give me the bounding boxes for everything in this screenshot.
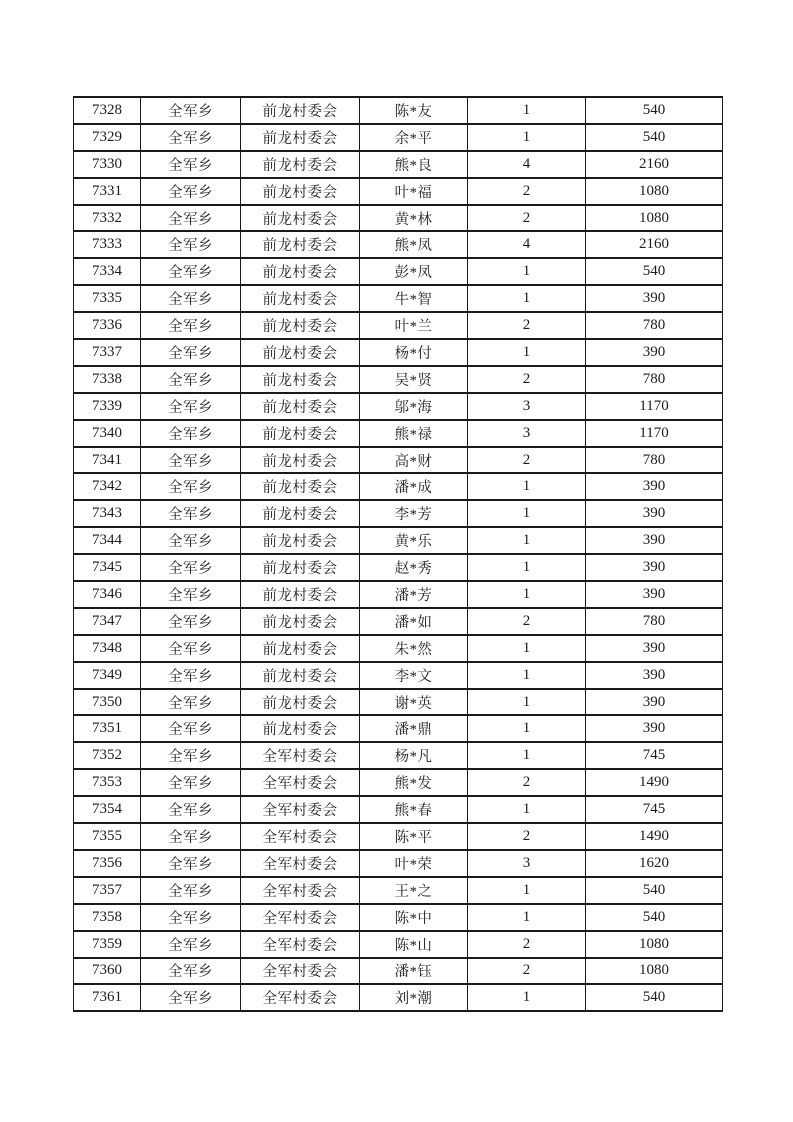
cell-count: 2: [468, 769, 586, 796]
cell-amount: 1080: [586, 205, 723, 232]
cell-amount: 390: [586, 689, 723, 716]
cell-count: 2: [468, 823, 586, 850]
cell-amount: 390: [586, 527, 723, 554]
cell-count: 1: [468, 796, 586, 823]
cell-amount: 390: [586, 473, 723, 500]
cell-id: 7341: [74, 447, 141, 474]
cell-village: 前龙村委会: [241, 366, 360, 393]
cell-township: 全军乡: [141, 984, 241, 1011]
cell-village: 全军村委会: [241, 823, 360, 850]
cell-count: 1: [468, 689, 586, 716]
cell-amount: 390: [586, 635, 723, 662]
cell-township: 全军乡: [141, 689, 241, 716]
cell-village: 前龙村委会: [241, 258, 360, 285]
cell-amount: 390: [586, 581, 723, 608]
cell-count: 1: [468, 500, 586, 527]
cell-name: 黄*林: [360, 205, 468, 232]
table-row: [74, 473, 723, 500]
cell-amount: 540: [586, 877, 723, 904]
cell-village: 前龙村委会: [241, 124, 360, 151]
cell-township: 全军乡: [141, 312, 241, 339]
cell-amount: 540: [586, 124, 723, 151]
cell-township: 全军乡: [141, 931, 241, 958]
cell-township: 全军乡: [141, 151, 241, 178]
table-row: [74, 178, 723, 205]
cell-village: 全军村委会: [241, 958, 360, 985]
cell-id: 7355: [74, 823, 141, 850]
cell-township: 全军乡: [141, 393, 241, 420]
cell-amount: 1490: [586, 823, 723, 850]
cell-id: 7338: [74, 366, 141, 393]
table-row: [74, 285, 723, 312]
table-row: [74, 205, 723, 232]
cell-village: 前龙村委会: [241, 689, 360, 716]
table-row: [74, 608, 723, 635]
cell-count: 2: [468, 178, 586, 205]
cell-name: 叶*荣: [360, 850, 468, 877]
cell-name: 高*财: [360, 447, 468, 474]
cell-count: 1: [468, 581, 586, 608]
cell-id: 7360: [74, 958, 141, 985]
cell-township: 全军乡: [141, 823, 241, 850]
cell-township: 全军乡: [141, 850, 241, 877]
table-row: [74, 258, 723, 285]
cell-amount: 1080: [586, 931, 723, 958]
table-row: [74, 500, 723, 527]
cell-township: 全军乡: [141, 904, 241, 931]
cell-id: 7358: [74, 904, 141, 931]
table-row: [74, 339, 723, 366]
cell-count: 1: [468, 662, 586, 689]
cell-village: 前龙村委会: [241, 500, 360, 527]
table-row: [74, 904, 723, 931]
cell-amount: 390: [586, 662, 723, 689]
cell-village: 前龙村委会: [241, 608, 360, 635]
cell-id: 7330: [74, 151, 141, 178]
table-row: [74, 796, 723, 823]
table-row: [74, 420, 723, 447]
cell-name: 牛*智: [360, 285, 468, 312]
cell-township: 全军乡: [141, 796, 241, 823]
cell-amount: 540: [586, 97, 723, 124]
cell-id: 7335: [74, 285, 141, 312]
cell-count: 1: [468, 904, 586, 931]
table-row: [74, 850, 723, 877]
cell-amount: 540: [586, 258, 723, 285]
cell-count: 4: [468, 231, 586, 258]
cell-name: 潘*钰: [360, 958, 468, 985]
cell-township: 全军乡: [141, 473, 241, 500]
cell-amount: 780: [586, 608, 723, 635]
cell-name: 熊*春: [360, 796, 468, 823]
cell-village: 全军村委会: [241, 984, 360, 1011]
cell-township: 全军乡: [141, 205, 241, 232]
cell-name: 李*芳: [360, 500, 468, 527]
cell-amount: 745: [586, 742, 723, 769]
table-row: [74, 877, 723, 904]
cell-count: 2: [468, 366, 586, 393]
cell-village: 前龙村委会: [241, 581, 360, 608]
cell-name: 谢*英: [360, 689, 468, 716]
cell-village: 前龙村委会: [241, 97, 360, 124]
cell-township: 全军乡: [141, 124, 241, 151]
cell-id: 7351: [74, 715, 141, 742]
cell-amount: 390: [586, 339, 723, 366]
table-row: [74, 231, 723, 258]
cell-township: 全军乡: [141, 420, 241, 447]
cell-count: 2: [468, 958, 586, 985]
table-row: [74, 97, 723, 124]
cell-id: 7353: [74, 769, 141, 796]
cell-count: 1: [468, 339, 586, 366]
cell-name: 邬*海: [360, 393, 468, 420]
cell-name: 潘*鼎: [360, 715, 468, 742]
table-row: [74, 447, 723, 474]
cell-amount: 2160: [586, 231, 723, 258]
cell-id: 7336: [74, 312, 141, 339]
table-row: [74, 554, 723, 581]
table-row: [74, 581, 723, 608]
table-row: [74, 931, 723, 958]
cell-township: 全军乡: [141, 635, 241, 662]
cell-count: 2: [468, 931, 586, 958]
cell-count: 3: [468, 850, 586, 877]
table-row: [74, 984, 723, 1011]
cell-count: 3: [468, 420, 586, 447]
cell-name: 潘*如: [360, 608, 468, 635]
cell-township: 全军乡: [141, 447, 241, 474]
cell-id: 7334: [74, 258, 141, 285]
cell-id: 7346: [74, 581, 141, 608]
cell-id: 7340: [74, 420, 141, 447]
cell-name: 李*文: [360, 662, 468, 689]
cell-amount: 1080: [586, 178, 723, 205]
table-row: [74, 312, 723, 339]
cell-id: 7333: [74, 231, 141, 258]
cell-township: 全军乡: [141, 231, 241, 258]
cell-township: 全军乡: [141, 958, 241, 985]
cell-id: 7332: [74, 205, 141, 232]
cell-count: 1: [468, 715, 586, 742]
cell-township: 全军乡: [141, 285, 241, 312]
cell-name: 杨*付: [360, 339, 468, 366]
cell-amount: 780: [586, 312, 723, 339]
cell-village: 前龙村委会: [241, 635, 360, 662]
cell-amount: 1170: [586, 420, 723, 447]
cell-village: 全军村委会: [241, 769, 360, 796]
cell-amount: 2160: [586, 151, 723, 178]
table-row: [74, 662, 723, 689]
cell-name: 余*平: [360, 124, 468, 151]
cell-count: 1: [468, 124, 586, 151]
cell-name: 吴*贤: [360, 366, 468, 393]
cell-township: 全军乡: [141, 554, 241, 581]
cell-name: 黄*乐: [360, 527, 468, 554]
cell-village: 全军村委会: [241, 742, 360, 769]
cell-amount: 1170: [586, 393, 723, 420]
cell-name: 潘*芳: [360, 581, 468, 608]
cell-village: 前龙村委会: [241, 715, 360, 742]
cell-village: 前龙村委会: [241, 151, 360, 178]
cell-name: 杨*凡: [360, 742, 468, 769]
cell-village: 前龙村委会: [241, 178, 360, 205]
cell-id: 7347: [74, 608, 141, 635]
cell-amount: 540: [586, 984, 723, 1011]
cell-township: 全军乡: [141, 581, 241, 608]
cell-name: 赵*秀: [360, 554, 468, 581]
cell-village: 全军村委会: [241, 796, 360, 823]
table-row: [74, 635, 723, 662]
cell-township: 全军乡: [141, 608, 241, 635]
cell-id: 7345: [74, 554, 141, 581]
table-row: [74, 823, 723, 850]
cell-id: 7328: [74, 97, 141, 124]
cell-count: 1: [468, 527, 586, 554]
table-row: [74, 742, 723, 769]
cell-township: 全军乡: [141, 877, 241, 904]
table-row: [74, 715, 723, 742]
cell-amount: 1490: [586, 769, 723, 796]
cell-village: 前龙村委会: [241, 662, 360, 689]
cell-id: 7342: [74, 473, 141, 500]
cell-township: 全军乡: [141, 715, 241, 742]
cell-name: 熊*发: [360, 769, 468, 796]
cell-id: 7354: [74, 796, 141, 823]
cell-name: 陈*友: [360, 97, 468, 124]
cell-name: 叶*兰: [360, 312, 468, 339]
cell-township: 全军乡: [141, 339, 241, 366]
cell-count: 2: [468, 205, 586, 232]
cell-id: 7329: [74, 124, 141, 151]
cell-count: 4: [468, 151, 586, 178]
cell-amount: 390: [586, 554, 723, 581]
cell-name: 朱*然: [360, 635, 468, 662]
cell-name: 潘*成: [360, 473, 468, 500]
cell-id: 7348: [74, 635, 141, 662]
table-row: [74, 958, 723, 985]
cell-count: 1: [468, 554, 586, 581]
cell-id: 7337: [74, 339, 141, 366]
cell-village: 前龙村委会: [241, 205, 360, 232]
cell-village: 前龙村委会: [241, 420, 360, 447]
cell-id: 7352: [74, 742, 141, 769]
cell-amount: 390: [586, 500, 723, 527]
cell-village: 前龙村委会: [241, 473, 360, 500]
cell-count: 1: [468, 877, 586, 904]
cell-village: 前龙村委会: [241, 554, 360, 581]
cell-township: 全军乡: [141, 527, 241, 554]
cell-count: 2: [468, 312, 586, 339]
cell-count: 1: [468, 635, 586, 662]
cell-amount: 780: [586, 447, 723, 474]
cell-name: 彭*凤: [360, 258, 468, 285]
cell-id: 7350: [74, 689, 141, 716]
cell-township: 全军乡: [141, 662, 241, 689]
cell-village: 前龙村委会: [241, 339, 360, 366]
cell-township: 全军乡: [141, 178, 241, 205]
cell-name: 熊*禄: [360, 420, 468, 447]
cell-village: 前龙村委会: [241, 393, 360, 420]
cell-name: 陈*平: [360, 823, 468, 850]
cell-township: 全军乡: [141, 500, 241, 527]
table-row: [74, 151, 723, 178]
cell-name: 熊*凤: [360, 231, 468, 258]
cell-id: 7331: [74, 178, 141, 205]
cell-township: 全军乡: [141, 769, 241, 796]
cell-count: 1: [468, 258, 586, 285]
cell-name: 叶*福: [360, 178, 468, 205]
table-row: [74, 527, 723, 554]
cell-village: 全军村委会: [241, 931, 360, 958]
cell-township: 全军乡: [141, 97, 241, 124]
cell-count: 1: [468, 97, 586, 124]
cell-name: 刘*潮: [360, 984, 468, 1011]
cell-village: 全军村委会: [241, 904, 360, 931]
cell-village: 前龙村委会: [241, 447, 360, 474]
table-row: [74, 366, 723, 393]
cell-id: 7344: [74, 527, 141, 554]
table-row: [74, 124, 723, 151]
cell-count: 1: [468, 742, 586, 769]
cell-id: 7357: [74, 877, 141, 904]
cell-count: 1: [468, 285, 586, 312]
table-body: [74, 97, 723, 1011]
table-row: [74, 689, 723, 716]
cell-village: 全军村委会: [241, 850, 360, 877]
cell-township: 全军乡: [141, 366, 241, 393]
cell-count: 2: [468, 608, 586, 635]
cell-amount: 390: [586, 285, 723, 312]
cell-amount: 780: [586, 366, 723, 393]
cell-village: 前龙村委会: [241, 285, 360, 312]
cell-count: 2: [468, 447, 586, 474]
cell-amount: 1080: [586, 958, 723, 985]
cell-township: 全军乡: [141, 742, 241, 769]
cell-id: 7343: [74, 500, 141, 527]
cell-amount: 390: [586, 715, 723, 742]
cell-id: 7356: [74, 850, 141, 877]
cell-name: 陈*中: [360, 904, 468, 931]
cell-village: 前龙村委会: [241, 312, 360, 339]
cell-village: 全军村委会: [241, 877, 360, 904]
beneficiary-table: [73, 96, 723, 1012]
cell-name: 陈*山: [360, 931, 468, 958]
cell-amount: 1620: [586, 850, 723, 877]
cell-name: 熊*良: [360, 151, 468, 178]
cell-name: 王*之: [360, 877, 468, 904]
cell-id: 7349: [74, 662, 141, 689]
table-row: [74, 393, 723, 420]
cell-count: 1: [468, 473, 586, 500]
table-row: [74, 769, 723, 796]
cell-amount: 745: [586, 796, 723, 823]
cell-township: 全军乡: [141, 258, 241, 285]
cell-count: 1: [468, 984, 586, 1011]
cell-amount: 540: [586, 904, 723, 931]
cell-id: 7339: [74, 393, 141, 420]
cell-id: 7361: [74, 984, 141, 1011]
cell-village: 前龙村委会: [241, 231, 360, 258]
cell-id: 7359: [74, 931, 141, 958]
cell-village: 前龙村委会: [241, 527, 360, 554]
cell-count: 3: [468, 393, 586, 420]
